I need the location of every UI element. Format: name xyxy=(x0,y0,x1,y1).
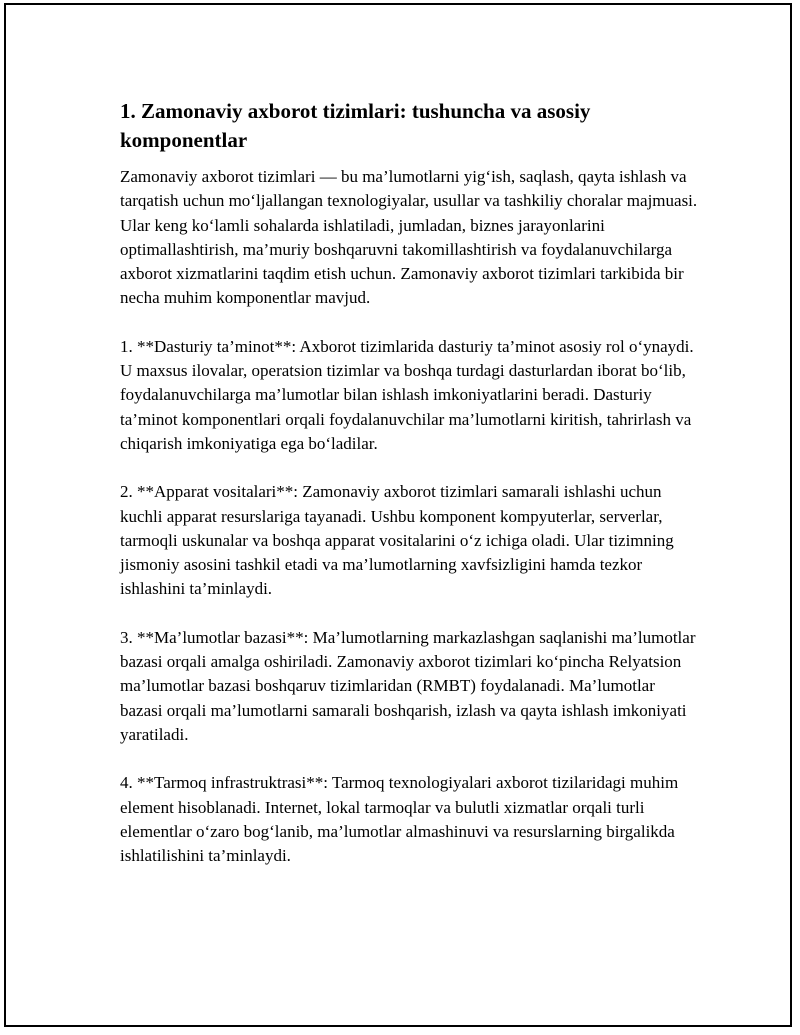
paragraph-database: 3. **Ma’lumotlar bazasi**: Ma’lumotlarning markazlashgan saqlanishi ma’lumotlar bazasi orqali amalga oshiriladi. Zamonaviy axborot tizimlari ko‘pincha Relyatsion ma’lumotlar bazasi boshqaruv tizimlaridan (RMBT) foydalanadi. Ma’lumotlar bazasi orqali ma’lumotlarni samarali boshqarish, izlash va qayta ishlash imkoniyati yaratiladi. xyxy=(120,627,696,744)
document-page xyxy=(4,3,792,1027)
paragraph-software: 1. **Dasturiy ta’minot**: Axborot tizimlarida dasturiy ta’minot asosiy rol o‘ynaydi. U maxsus ilovalar, operatsion tizimlar va boshqa turdagi dasturlardan iborat bo‘lib, foydalanuvchilarga ma’lumotlar bilan ishlash imkoniyatlarini beradi. Dasturiy ta’minot komponentlari orqali foydalanuvchilar ma’lumotlarni kiritish, tahrirlash va chiqarish imkoniyatiga ega bo‘ladilar. xyxy=(120,336,694,453)
paragraph-intro: Zamonaviy axborot tizimlari — bu ma’lumotlarni yig‘ish, saqlash, qayta ishlash va tarqatish uchun mo‘ljallangan texnologiyalar, usullar va tashkiliy choralar majmuasi. Ular keng ko‘lamli sohalarda ishlatiladi, jumladan, biznes jarayonlarini optimallashtirish, ma’muriy boshqaruvni takomillashtirish va foydalanuvchilarga axborot xizmatlarini taqdim etish uchun. Zamonaviy axborot tizimlari tarkibida bir necha muhim komponentlar mavjud. xyxy=(120,167,698,308)
paragraph-network: 4. **Tarmoq infrastruktrasi**: Tarmoq texnologiyalari axborot tizilaridagi muhim element hisoblanadi. Internet, lokal tarmoqlar va bulutli xizmatlar orqali turli elementlar o‘zaro bog‘lanib, ma’lumotlar almashinuvi va resurslarning birgalikda ishlatilishini ta’minlaydi. xyxy=(120,773,679,866)
document-title: 1. Zamonaviy axborot tizimlari: tushuncha va asosiy komponentlar xyxy=(120,99,591,152)
paragraph-hardware: 2. **Apparat vositalari**: Zamonaviy axborot tizimlari samarali ishlashi uchun kuchli apparat resurslariga tayanadi. Ushbu komponent kompyuterlar, serverlar, tarmoqli uskunalar va boshqa apparat vositalarini o‘z ichiga oladi. Ular tizimning jismoniy asosini tashkil etadi va ma’lumotlarning xavfsizligini hamda tezkor ishlashini ta’minlaydi. xyxy=(120,482,674,599)
document-content xyxy=(120,97,700,892)
